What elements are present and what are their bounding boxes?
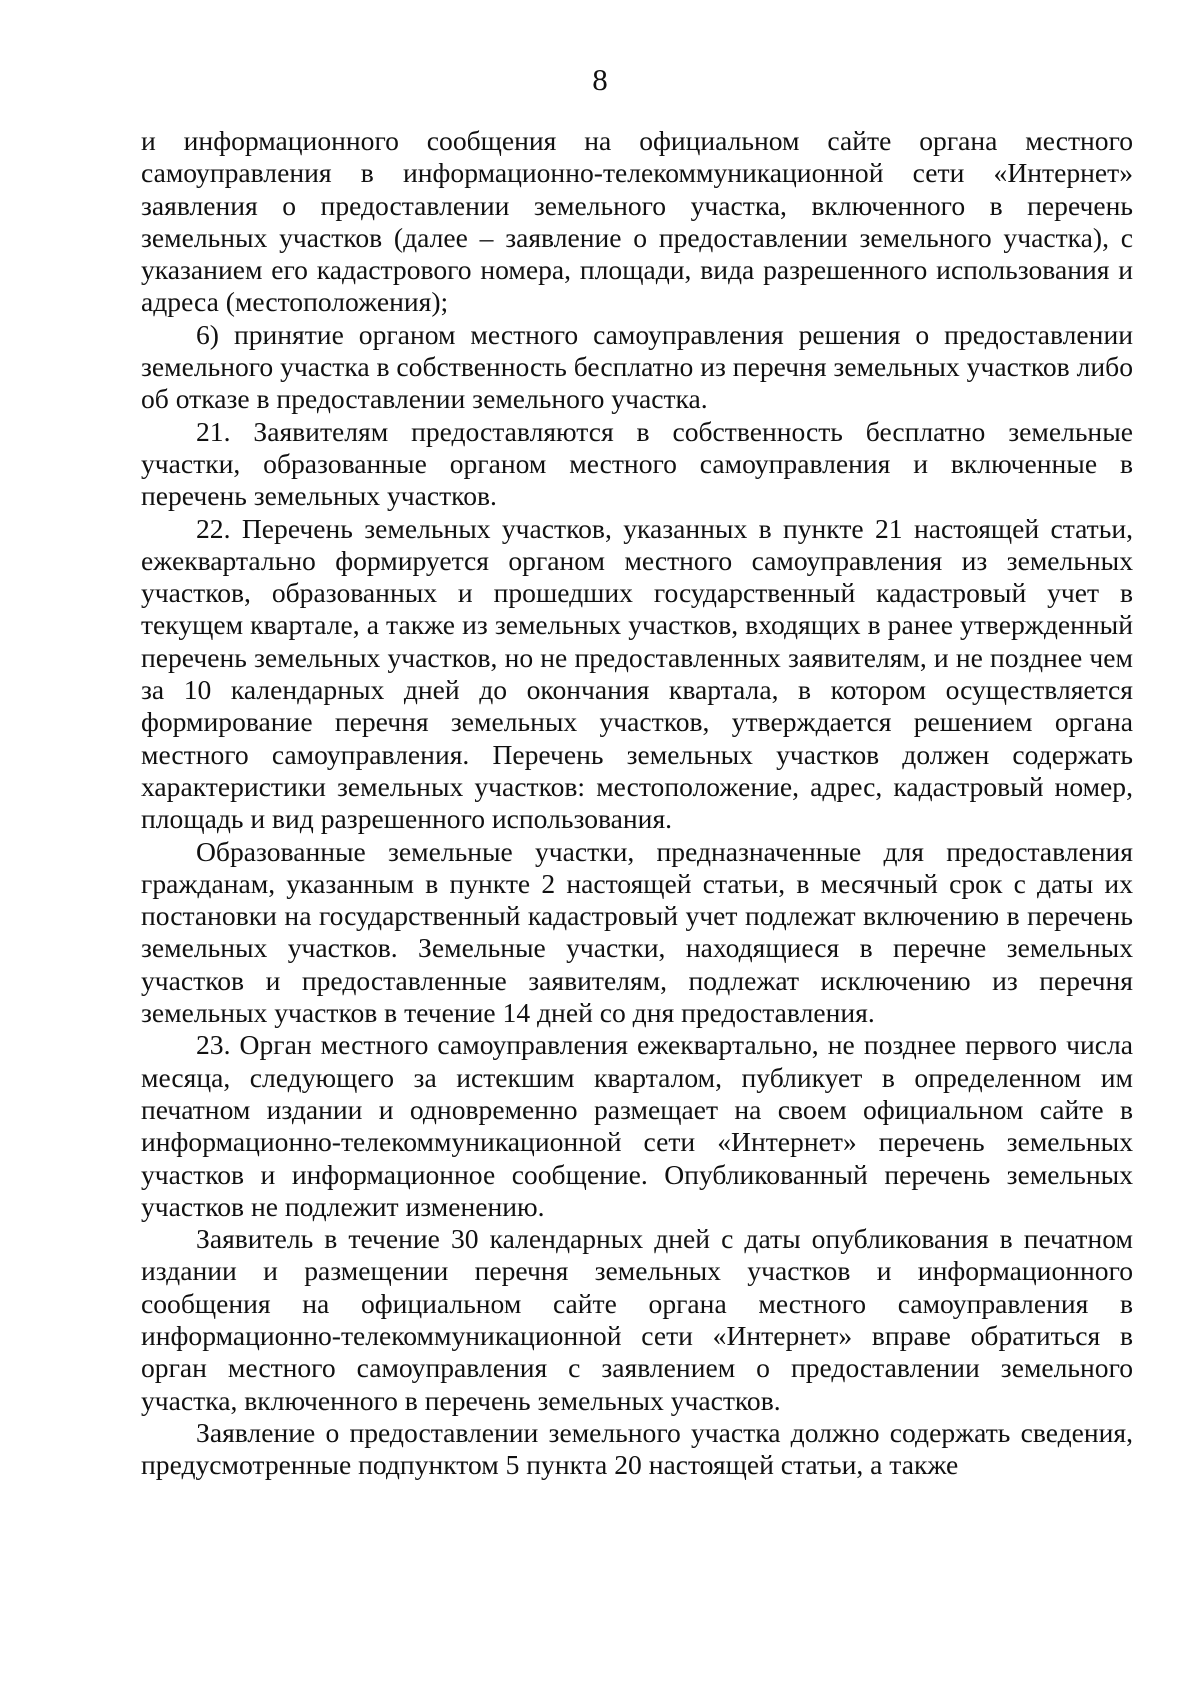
paragraph: 21. Заявителям предоставляются в собственность бесплатно земельные участки, образованные органом местного самоуправления и включенные в перечень земельных участков. [141,415,1133,512]
paragraph: 22. Перечень земельных участков, указанных в пункте 21 настоящей статьи, ежеквартально формируется органом местного самоуправления из земельных участков, образованных и прошедших государственный кадастровый учет в текущем квартале, а также из земельных участков, входящих в ранее утвержденный перечень земельных участков, но не предоставленных заявителям, и не позднее чем за 10 календарных дней до окончания квартала, в котором осуществляется формирование перечня земельных участков, утверждается решением органа местного самоуправления. Перечень земельных участков должен содержать характеристики земельных участков: местоположение, адрес, кадастровый номер, площадь и вид разрешенного использования. [141,512,1133,835]
paragraph: Заявитель в течение 30 календарных дней с даты опубликования в печатном издании и размещении перечня земельных участков и информационного сообщения на официальном сайте органа местного самоуправления в информационно-телекоммуникационной сети «Интернет» вправе обратиться в орган местного самоуправления с заявлением о предоставлении земельного участка, включенного в перечень земельных участков. [141,1223,1133,1416]
paragraph: Образованные земельные участки, предназначенные для предоставления гражданам, указанным в пункте 2 настоящей статьи, в месячный срок с даты их постановки на государственный кадастровый учет подлежат включению в перечень земельных участков. Земельные участки, находящиеся в перечне земельных участков и предоставленные заявителям, подлежат исключению из перечня земельных участков в течение 14 дней со дня предоставления. [141,835,1133,1029]
paragraph: 6) принятие органом местного самоуправления решения о предоставлении земельного участка в собственность бесплатно из перечня земельных участков либо об отказе в предоставлении земельного участка. [141,318,1133,415]
paragraph: Заявление о предоставлении земельного участка должно содержать сведения, предусмотренные подпунктом 5 пункта 20 настоящей статьи, а также [141,1416,1133,1481]
paragraph: 23. Орган местного самоуправления ежеквартально, не позднее первого числа месяца, следующего за истекшим кварталом, публикует в определенном им печатном издании и одновременно размещает на своем официальном сайте в информационно-телекоммуникационной сети «Интернет» перечень земельных участков и информационное сообщение. Опубликованный перечень земельных участков не подлежит изменению. [141,1029,1133,1222]
document-body [141,125,1133,1481]
page-number: 8 [592,62,608,97]
paragraph: и информационного сообщения на официальном сайте органа местного самоуправления в информационно-телекоммуникационной сети «Интернет» заявления о предоставлении земельного участка, включенного в перечень земельных участков (далее – заявление о предоставлении земельного участка), с указанием его кадастрового номера, площади, вида разрешенного использования и адреса (местоположения); [141,125,1133,318]
